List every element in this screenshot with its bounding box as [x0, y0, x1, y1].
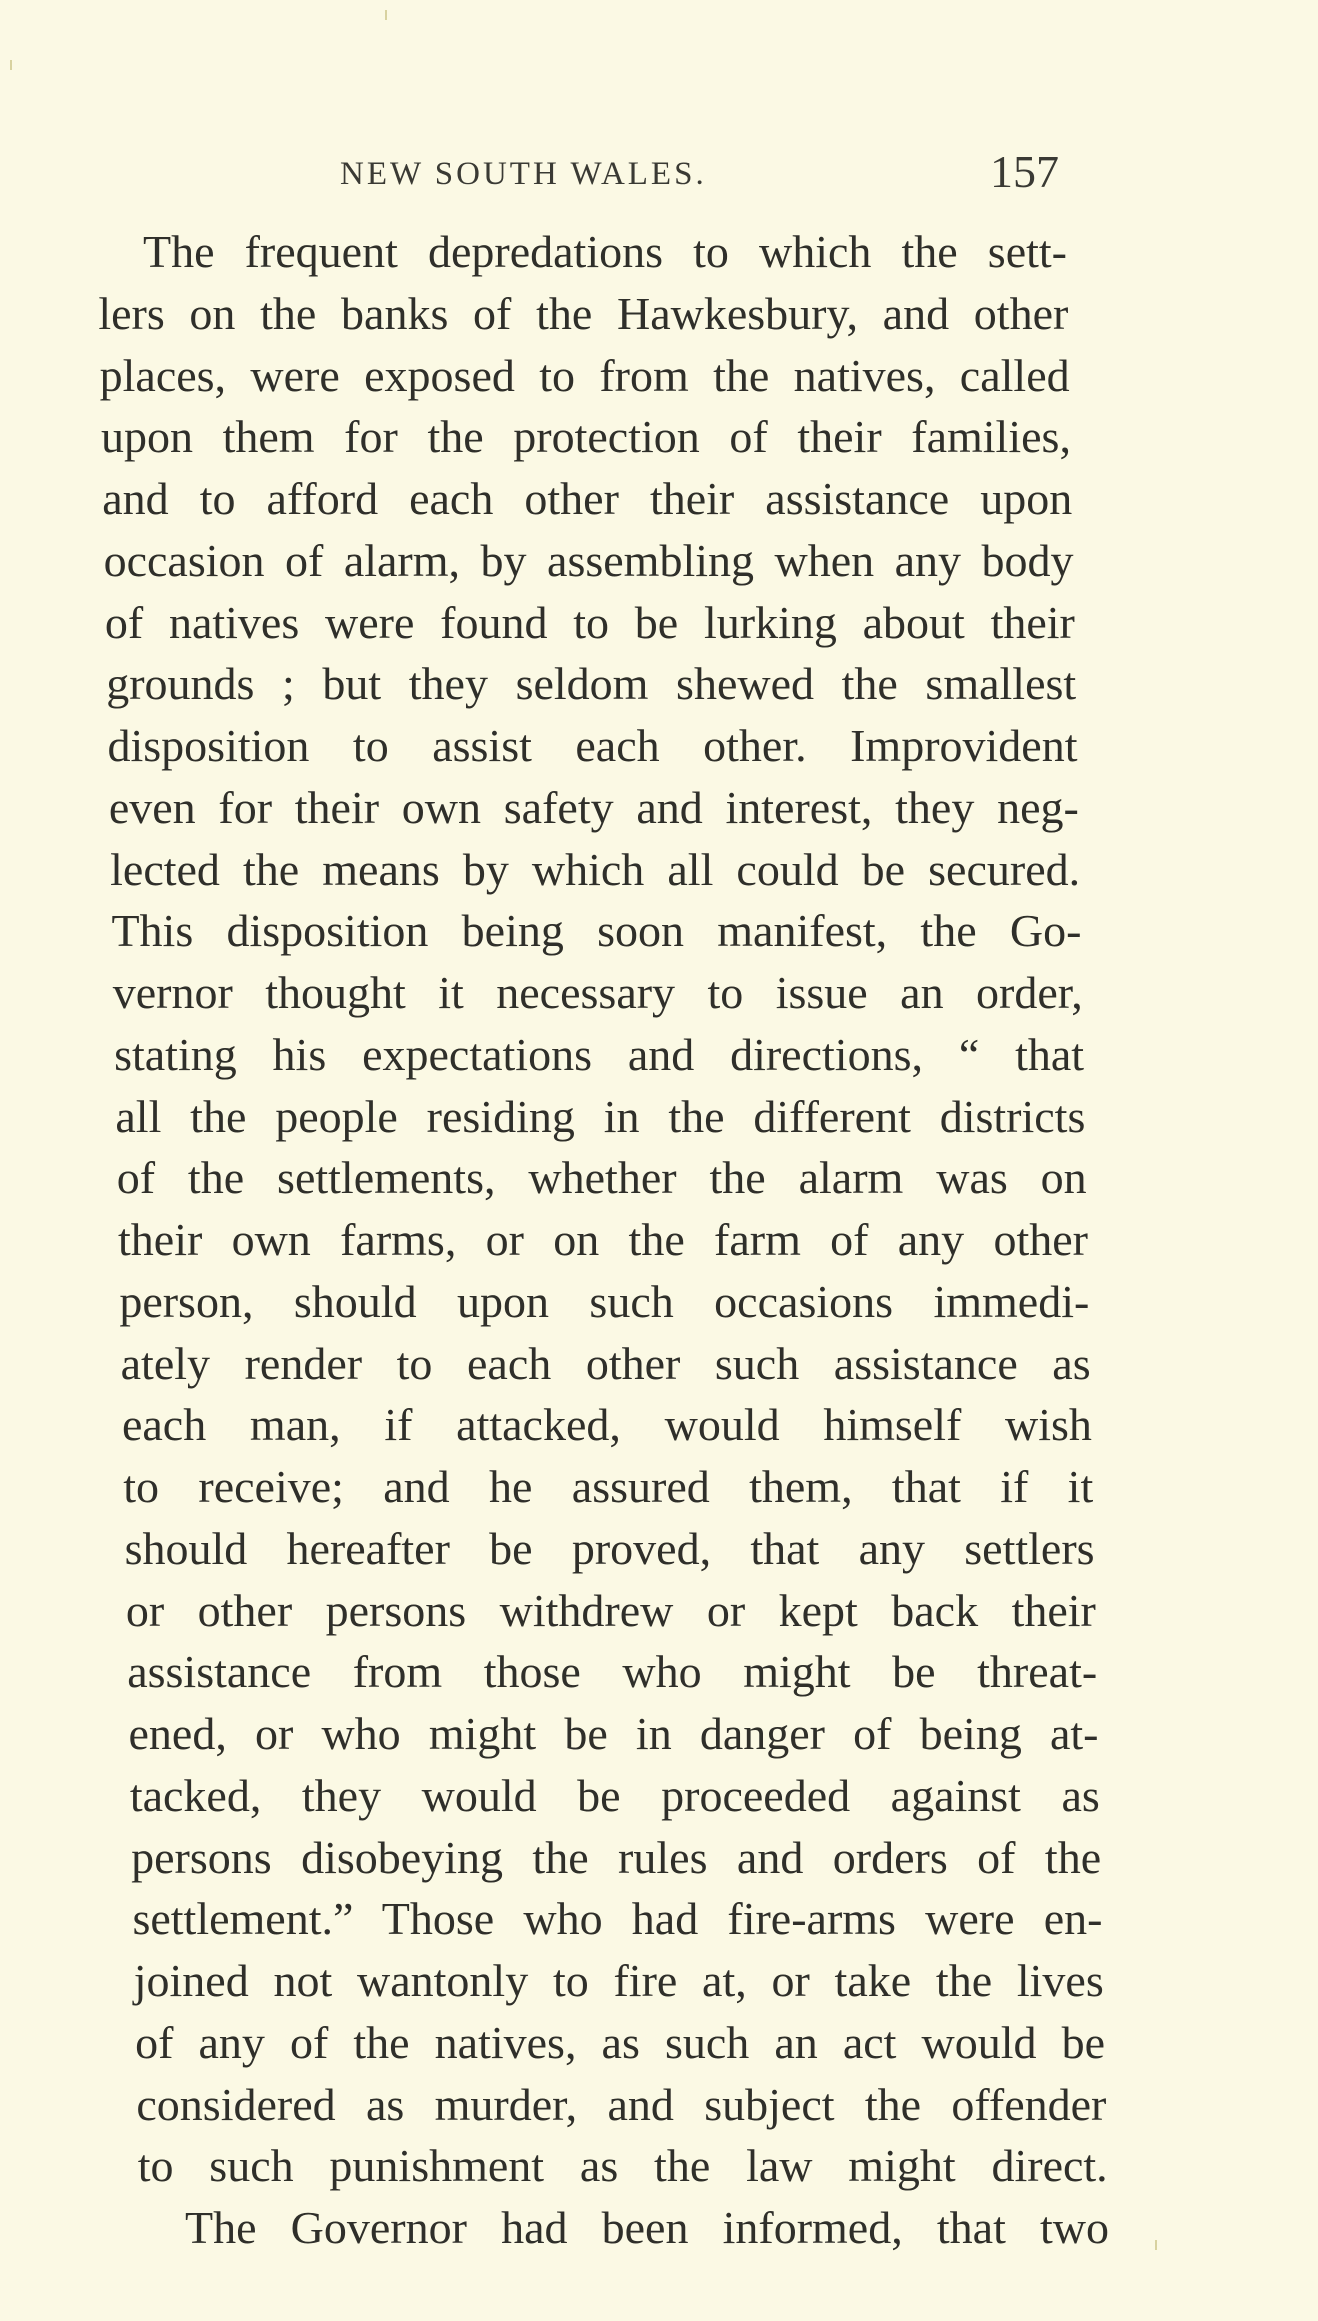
running-head: NEW SOUTH WALES.	[340, 156, 707, 192]
text-line: upon them for the protection of their families,	[100, 411, 1071, 463]
text-line: of any of the natives, as such an act would be	[135, 2016, 1106, 2068]
text-line: lers on the banks of the Hawkesbury, and other	[98, 287, 1069, 339]
text-line: each man, if attacked, would himself wish	[121, 1399, 1092, 1451]
text-line: ened, or who might be in danger of being at-	[128, 1708, 1099, 1759]
text-line: places, were exposed to from the natives, called	[99, 349, 1070, 401]
text-line: or other persons withdrew or kept back their	[125, 1584, 1096, 1636]
text-line: to receive; and he assured them, that if it	[123, 1461, 1094, 1512]
text-line: This disposition being soon manifest, the Go-	[111, 905, 1082, 957]
text-line: The frequent depredations to which the sett-	[143, 226, 1067, 277]
text-line: grounds ; but they seldom shewed the smallest	[106, 658, 1077, 710]
paper-speck	[385, 10, 387, 20]
text-line: occasion of alarm, by assembling when any body	[103, 534, 1074, 586]
text-line: The Governor had been informed, that two	[185, 2202, 1109, 2253]
text-line: should hereafter be proved, that any settlers	[124, 1522, 1095, 1574]
paper-speck	[10, 60, 12, 70]
text-line: vernor thought it necessary to issue an order,	[112, 967, 1083, 1018]
paper-speck	[1155, 2240, 1157, 2250]
text-line: assistance from those who might be threat-	[127, 1646, 1098, 1698]
text-line: of natives were found to be lurking about their	[104, 596, 1075, 648]
text-line: and to afford each other their assistance upon	[102, 473, 1073, 524]
text-line: settlement.” Those who had fire-arms were en-	[132, 1893, 1103, 1945]
text-line: their own farms, or on the farm of any other	[118, 1214, 1088, 1265]
text-line: persons disobeying the rules and orders of the	[131, 1831, 1102, 1883]
text-line: all the people residing in the different districts	[115, 1090, 1086, 1142]
text-line: even for their own safety and interest, they neg-	[108, 781, 1079, 833]
text-line: tacked, they would be proceeded against as	[129, 1769, 1100, 1821]
text-line: considered as murder, and subject the offender	[136, 2078, 1107, 2130]
text-line: to such punishment as the law might direct.	[137, 2140, 1108, 2192]
text-line: person, should upon such occasions immedi-	[119, 1275, 1090, 1327]
text-line: of the settlements, whether the alarm was on	[116, 1152, 1087, 1204]
page-number: 157	[990, 146, 1059, 197]
text-line: ately render to each other such assistance as	[120, 1337, 1091, 1389]
text-line: joined not wantonly to fire at, or take the lives	[133, 1955, 1104, 2006]
text-line: lected the means by which all could be secured.	[110, 843, 1081, 895]
text-line: disposition to assist each other. Improvident	[107, 720, 1078, 771]
text-line: stating his expectations and directions, “ that	[114, 1028, 1085, 1080]
